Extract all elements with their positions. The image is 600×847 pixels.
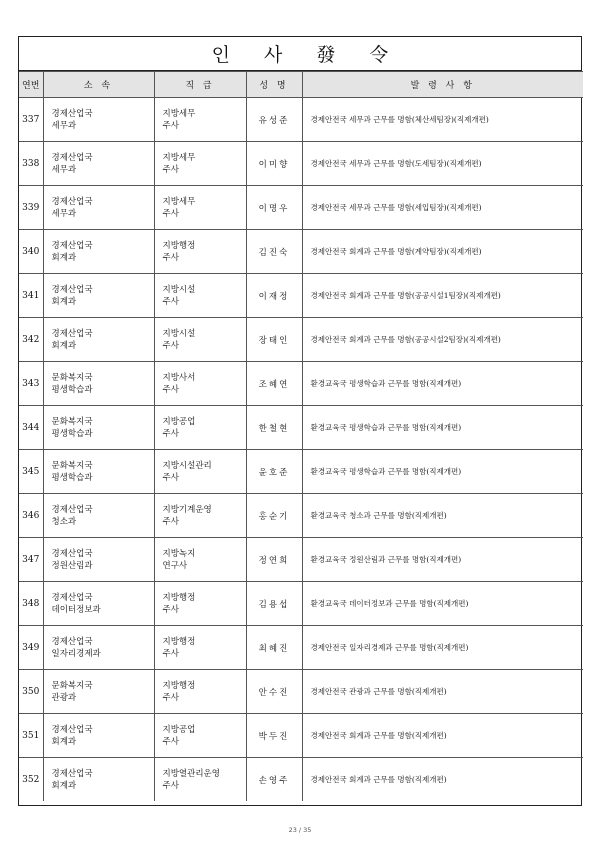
department-cell: [43, 670, 154, 714]
department-bureau: 경제산업국: [51, 108, 93, 119]
rank-cell: [154, 186, 246, 230]
department-bureau: 문화복지국: [51, 372, 93, 383]
department-cell: [43, 142, 154, 186]
rank-series: 지방행정: [162, 636, 196, 647]
rank-series: 지방사서: [162, 372, 196, 383]
row-number: 352: [19, 758, 43, 802]
person-name: 최혜진: [246, 626, 302, 670]
department-division: 관광과: [51, 692, 77, 703]
department-division: 세무과: [51, 208, 77, 219]
department-division: 회계과: [51, 296, 77, 307]
rank-grade: 주사: [162, 252, 179, 263]
appointment-order: 경제안전국 회계과 근무를 명함(직제개편): [302, 714, 583, 758]
department-cell: [43, 450, 154, 494]
rank-grade: 주사: [162, 164, 179, 175]
row-number: 340: [19, 230, 43, 274]
rank-grade: 주사: [162, 208, 179, 219]
document-frame: [18, 36, 582, 806]
department-cell: [43, 274, 154, 318]
row-number: 342: [19, 318, 43, 362]
department-cell: [43, 758, 154, 802]
table-row: [19, 450, 583, 494]
department-bureau: 경제산업국: [51, 592, 93, 603]
rank-grade: 주사: [162, 384, 179, 395]
department-bureau: 경제산업국: [51, 196, 93, 207]
rank-series: 지방공업: [162, 724, 196, 735]
appointment-order: 경제안전국 세무과 근무를 명함(세입팀장)(직제개편): [302, 186, 583, 230]
table-row: [19, 626, 583, 670]
person-name: 손영주: [246, 758, 302, 802]
person-name: 장태인: [246, 318, 302, 362]
rank-cell: [154, 450, 246, 494]
row-number: 343: [19, 362, 43, 406]
rank-series: 지방세무: [162, 108, 196, 119]
department-bureau: 경제산업국: [51, 768, 93, 779]
row-number: 348: [19, 582, 43, 626]
department-cell: [43, 98, 154, 142]
rank-grade: 주사: [162, 780, 179, 791]
rank-series: 지방세무: [162, 152, 196, 163]
rank-cell: [154, 582, 246, 626]
department-division: 회계과: [51, 340, 77, 351]
appointment-order: 환경교육국 정원산림과 근무를 명함(직제개편): [302, 538, 583, 582]
department-cell: [43, 186, 154, 230]
rank-series: 지방세무: [162, 196, 196, 207]
table-row: [19, 406, 583, 450]
department-bureau: 문화복지국: [51, 416, 93, 427]
rank-series: 지방시설관리: [162, 460, 212, 471]
department-bureau: 문화복지국: [51, 680, 93, 691]
department-division: 회계과: [51, 252, 77, 263]
header-no: 연번: [19, 72, 43, 98]
rank-series: 지방시설: [162, 328, 196, 339]
rank-series: 지방기계운영: [162, 504, 212, 515]
department-bureau: 경제산업국: [51, 548, 93, 559]
department-division: 세무과: [51, 164, 77, 175]
table-row: [19, 98, 583, 142]
rank-cell: [154, 98, 246, 142]
department-division: 일자리경제과: [51, 648, 101, 659]
appointment-order: 환경교육국 평생학습과 근무를 명함(직제개편): [302, 406, 583, 450]
department-cell: [43, 362, 154, 406]
rank-grade: 주사: [162, 736, 179, 747]
page-title: 인 사 發 令: [19, 37, 581, 71]
rank-cell: [154, 406, 246, 450]
appointment-order: 경제안전국 회계과 근무를 명함(공공시설2팀장)(직제개편): [302, 318, 583, 362]
row-number: 339: [19, 186, 43, 230]
department-bureau: 경제산업국: [51, 504, 93, 515]
row-number: 349: [19, 626, 43, 670]
rank-grade: 주사: [162, 428, 179, 439]
department-division: 평생학습과: [51, 384, 93, 395]
person-name: 이재정: [246, 274, 302, 318]
rank-grade: 주사: [162, 692, 179, 703]
table-row: [19, 758, 583, 802]
department-bureau: 경제산업국: [51, 240, 93, 251]
header-order: 발 령 사 항: [302, 72, 583, 98]
appointment-order: 환경교육국 데이터정보과 근무를 명함(직제개편): [302, 582, 583, 626]
department-cell: [43, 626, 154, 670]
person-name: 유성준: [246, 98, 302, 142]
table-row: [19, 318, 583, 362]
rank-grade: 주사: [162, 472, 179, 483]
table-row: [19, 230, 583, 274]
rank-cell: [154, 230, 246, 274]
department-division: 청소과: [51, 516, 77, 527]
rank-cell: [154, 274, 246, 318]
person-name: 조혜연: [246, 362, 302, 406]
appointment-order: 환경교육국 청소과 근무를 명함(직제개편): [302, 494, 583, 538]
department-cell: [43, 714, 154, 758]
table-row: [19, 670, 583, 714]
table-row: [19, 582, 583, 626]
row-number: 350: [19, 670, 43, 714]
rank-series: 지방공업: [162, 416, 196, 427]
row-number: 337: [19, 98, 43, 142]
rank-cell: [154, 626, 246, 670]
person-name: 한철현: [246, 406, 302, 450]
rank-series: 지방시설: [162, 284, 196, 295]
appointment-order: 경제안전국 회계과 근무를 명함(계약팀장)(직제개편): [302, 230, 583, 274]
person-name: 김용섭: [246, 582, 302, 626]
table-row: [19, 538, 583, 582]
person-name: 박두진: [246, 714, 302, 758]
department-division: 회계과: [51, 780, 77, 791]
appointment-order: 경제안전국 회계과 근무를 명함(직제개편): [302, 758, 583, 802]
department-bureau: 경제산업국: [51, 724, 93, 735]
rank-cell: [154, 494, 246, 538]
row-number: 345: [19, 450, 43, 494]
rank-grade: 주사: [162, 516, 179, 527]
rank-grade: 주사: [162, 340, 179, 351]
rank-series: 지방행정: [162, 680, 196, 691]
department-division: 세무과: [51, 120, 77, 131]
rank-cell: [154, 670, 246, 714]
header-dept: 소 속: [43, 72, 154, 98]
appointment-order: 경제안전국 회계과 근무를 명함(공공시설1팀장)(직제개편): [302, 274, 583, 318]
rank-series: 지방행정: [162, 240, 196, 251]
row-number: 344: [19, 406, 43, 450]
department-bureau: 문화복지국: [51, 460, 93, 471]
page-number: 23 / 35: [288, 826, 312, 834]
row-number: 338: [19, 142, 43, 186]
person-name: 홍순기: [246, 494, 302, 538]
rank-grade: 주사: [162, 648, 179, 659]
department-bureau: 경제산업국: [51, 328, 93, 339]
person-name: 정연희: [246, 538, 302, 582]
appointment-order: 환경교육국 평생학습과 근무를 명함(직제개편): [302, 450, 583, 494]
department-division: 데이터정보과: [51, 604, 101, 615]
appointment-order: 경제안전국 세무과 근무를 명함(도세팀장)(직제개편): [302, 142, 583, 186]
appointment-order: 경제안전국 일자리경제과 근무를 명함(직제개편): [302, 626, 583, 670]
rank-series: 지방행정: [162, 592, 196, 603]
department-division: 평생학습과: [51, 472, 93, 483]
row-number: 351: [19, 714, 43, 758]
department-division: 회계과: [51, 736, 77, 747]
table-row: [19, 142, 583, 186]
row-number: 347: [19, 538, 43, 582]
department-cell: [43, 318, 154, 362]
department-bureau: 경제산업국: [51, 284, 93, 295]
department-cell: [43, 494, 154, 538]
appointment-order: 환경교육국 평생학습과 근무를 명함(직제개편): [302, 362, 583, 406]
department-bureau: 경제산업국: [51, 152, 93, 163]
header-name: 성 명: [246, 72, 302, 98]
rank-cell: [154, 362, 246, 406]
rank-grade: 주사: [162, 120, 179, 131]
rank-series: 지방열관리운영: [162, 768, 220, 779]
rank-cell: [154, 318, 246, 362]
person-name: 이미향: [246, 142, 302, 186]
appointment-order: 경제안전국 관광과 근무를 명함(직제개편): [302, 670, 583, 714]
table-row: [19, 494, 583, 538]
department-division: 정원산림과: [51, 560, 93, 571]
department-cell: [43, 582, 154, 626]
department-cell: [43, 230, 154, 274]
department-bureau: 경제산업국: [51, 636, 93, 647]
table-row: [19, 362, 583, 406]
rank-cell: [154, 758, 246, 802]
table-body: [19, 98, 583, 802]
rank-grade: 주사: [162, 604, 179, 615]
person-name: 이명우: [246, 186, 302, 230]
personnel-table: [19, 71, 583, 801]
rank-cell: [154, 538, 246, 582]
person-name: 안수진: [246, 670, 302, 714]
table-row: [19, 274, 583, 318]
person-name: 김진숙: [246, 230, 302, 274]
row-number: 346: [19, 494, 43, 538]
department-division: 평생학습과: [51, 428, 93, 439]
table-row: [19, 714, 583, 758]
department-cell: [43, 538, 154, 582]
header-rank: 직 급: [154, 72, 246, 98]
department-cell: [43, 406, 154, 450]
appointment-order: 경제안전국 세무과 근무를 명함(체산세팀장)(직제개편): [302, 98, 583, 142]
rank-series: 지방녹지: [162, 548, 196, 559]
rank-cell: [154, 142, 246, 186]
table-header-row: [19, 72, 583, 98]
person-name: 윤호준: [246, 450, 302, 494]
table-row: [19, 186, 583, 230]
rank-grade: 주사: [162, 296, 179, 307]
row-number: 341: [19, 274, 43, 318]
rank-grade: 연구사: [162, 560, 188, 571]
rank-cell: [154, 714, 246, 758]
